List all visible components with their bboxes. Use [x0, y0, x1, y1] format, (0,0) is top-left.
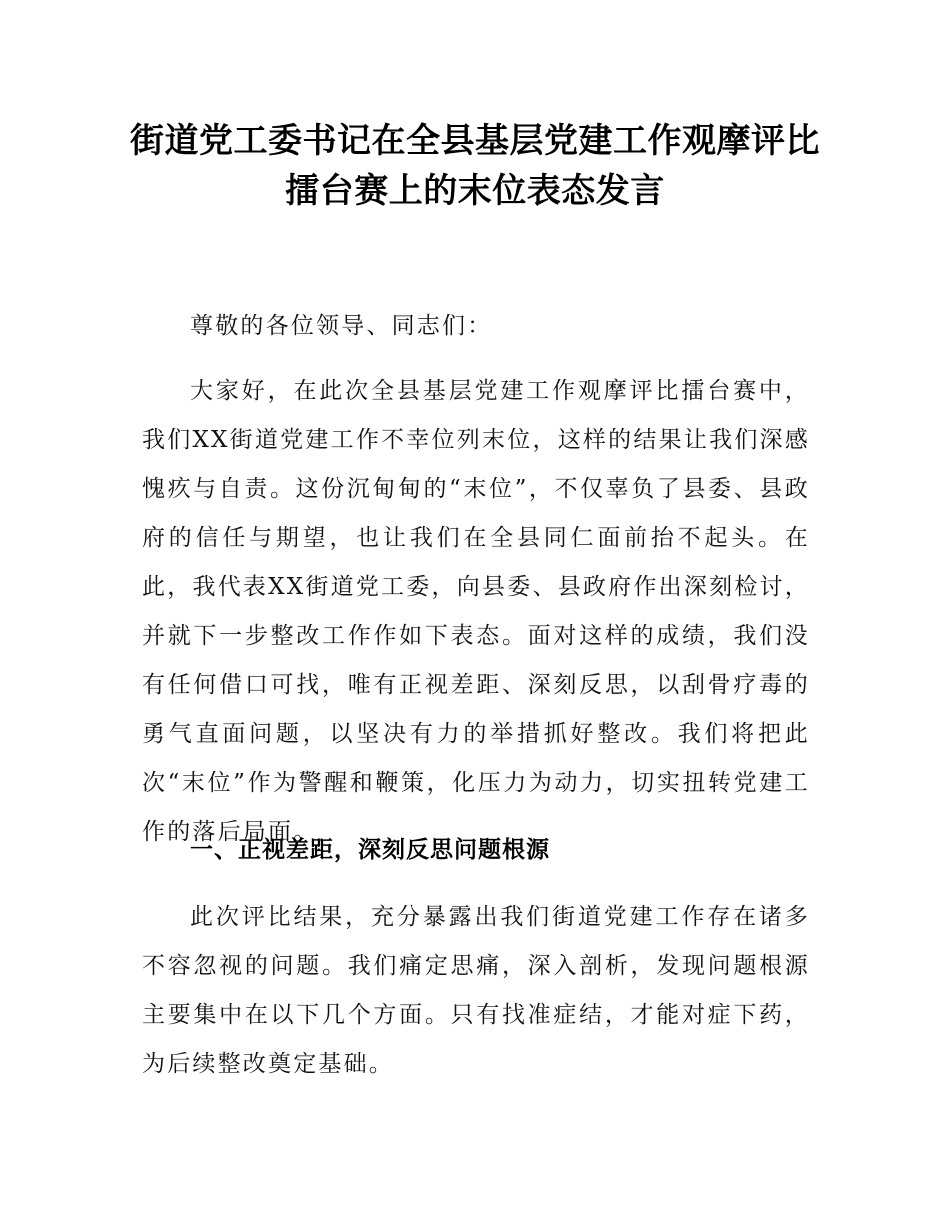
paragraph-section-1: 此次评比结果，充分暴露出我们街道党建工作存在诸多不容忽视的问题。我们痛定思痛，深入剖析，发现问题根源主要集中在以下几个方面。只有找准症结，才能对症下药，为后续整改奠定基础。 [142, 904, 810, 1077]
salutation: 尊敬的各位领导、同志们： [190, 313, 493, 339]
paragraph-intro: 大家好，在此次全县基层党建工作观摩评比擂台赛中，我们XX街道党建工作不幸位列末位，这样的结果让我们深感愧疚与自责。这份沉甸甸的“末位”，不仅辜负了县委、县政府的信任与期望，也让我们在全县同仁面前抬不起头。在此，我代表XX街道党工委，向县委、县政府作出深刻检讨，并就下一步整改工作作如下表态。面对这样的成绩，我们没有任何借口可找，唯有正视差距、深刻反思，以刮骨疗毒的勇气直面问题，以坚决有力的举措抓好整改。我们将把此次“末位”作为警醒和鞭策，化压力为动力，切实扭转党建工作的落后局面。 [142, 378, 810, 845]
document-title: 街道党工委书记在全县基层党建工作观摩评比擂台赛上的末位表态发言 [130, 121, 820, 211]
section-heading-1: 一、正视差距，深刻反思问题根源 [190, 837, 550, 863]
